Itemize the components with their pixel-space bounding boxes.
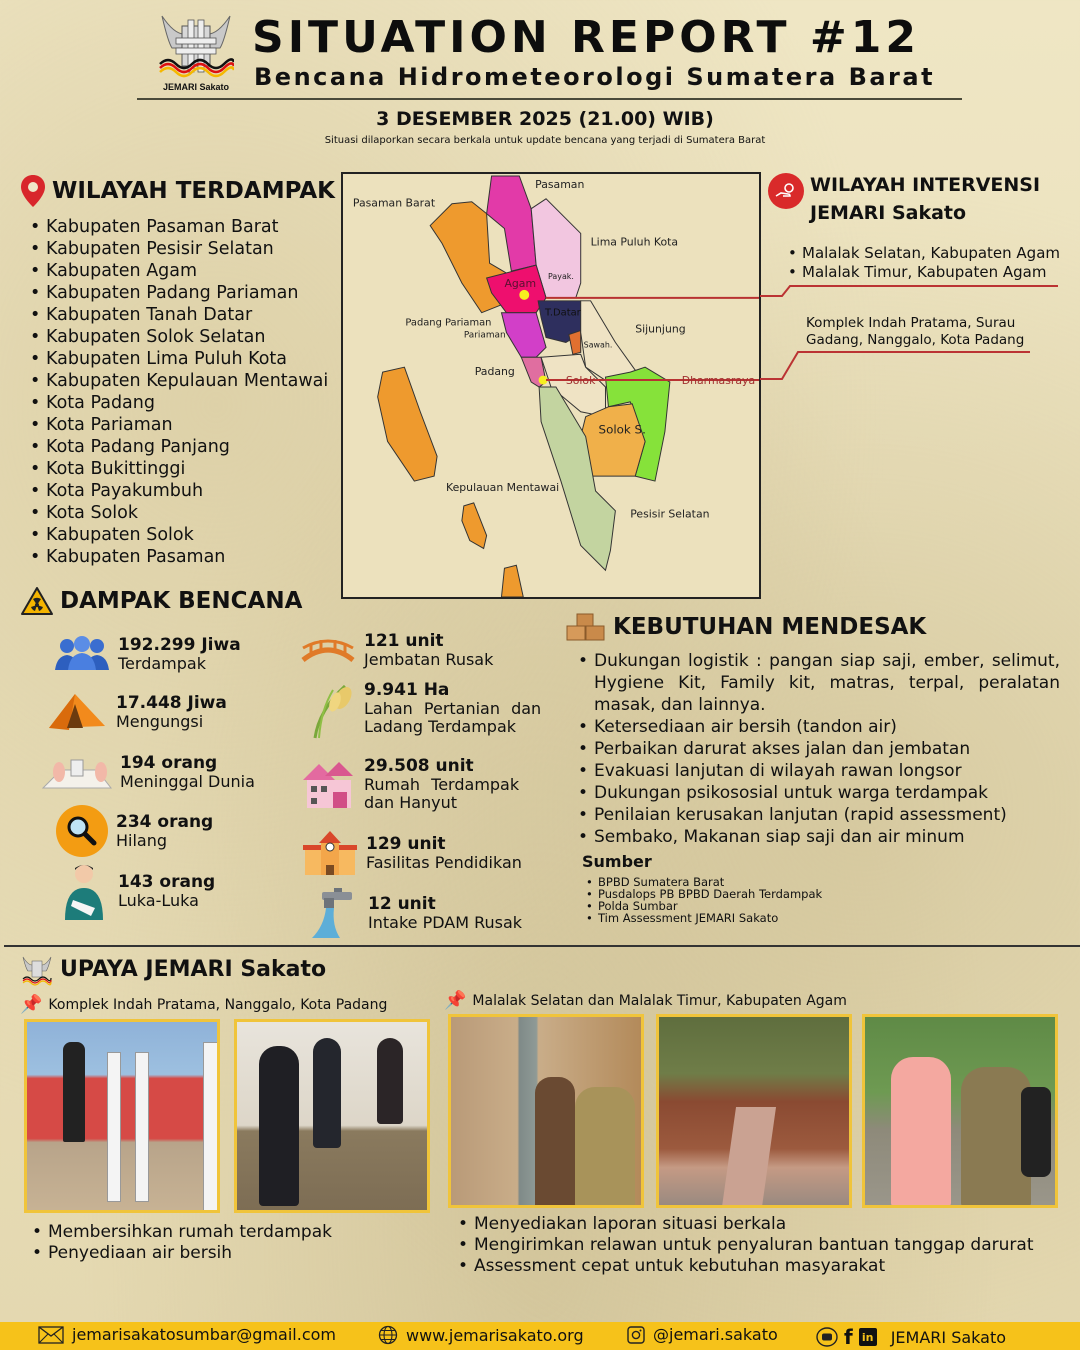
list-item: • Kota Bukittinggi <box>24 458 328 480</box>
list-item: • Kabupaten Solok <box>24 524 328 546</box>
stat-value: 129 unit <box>366 834 446 854</box>
svg-text:Padang: Padang <box>474 365 515 379</box>
svg-text:Padang Pariaman: Padang Pariaman <box>405 317 492 329</box>
list-item: • Kabupaten Padang Pariaman <box>24 282 328 304</box>
list-item: • Assessment cepat untuk kebutuhan masyarakat <box>452 1256 1033 1277</box>
kebutuhan-mendesak-title: KEBUTUHAN MENDESAK <box>613 614 927 640</box>
stat-label: Mengungsi <box>116 712 204 731</box>
list-item: • Kota Pariaman <box>24 414 328 436</box>
list-item: • Menyediakan laporan situasi berkala <box>452 1214 1033 1235</box>
dampak-bencana-heading <box>20 586 302 616</box>
stat-label: Fasilitas Pendidikan <box>366 853 522 872</box>
stat-label-line1: Rumah Terdampak <box>364 775 520 794</box>
stat-value: 29.508 unit <box>364 756 474 776</box>
list-item: • Kabupaten Pasaman Barat <box>24 216 328 238</box>
svg-text:T.Datar: T.Datar <box>545 307 581 319</box>
list-item: • Penyediaan air bersih <box>26 1243 332 1264</box>
padang-location-line1: Komplek Indah Pratama, Surau <box>806 315 1016 331</box>
jemari-sakato-logo <box>158 12 234 92</box>
pushpin-icon: 📌 <box>444 990 467 1011</box>
list-item: • Perbaikan darurat akses jalan dan jembatan <box>572 738 1060 760</box>
stat-value: 121 unit <box>364 631 444 651</box>
list-item: • Ketersediaan air bersih (tandon air) <box>572 716 1060 738</box>
stat-value: 234 orang <box>116 812 214 832</box>
rice-plant-icon <box>302 680 358 740</box>
urgent-needs-list <box>572 650 1060 848</box>
sources-list <box>584 876 822 924</box>
svg-text:Kepulauan Mentawai: Kepulauan Mentawai <box>446 480 560 494</box>
helping-hand-icon <box>768 173 804 209</box>
west-sumatra-map <box>341 172 761 599</box>
jemari-sakato-small-logo <box>22 955 52 987</box>
list-item: • BPBD Sumatera Barat <box>584 876 822 888</box>
svg-text:Solok: Solok <box>565 374 596 388</box>
stat-rumah <box>298 756 519 812</box>
footer-contact-bar <box>0 1322 1080 1350</box>
deceased-icon <box>40 750 114 794</box>
stat-lahan <box>302 680 554 740</box>
list-item: • Kota Solok <box>24 502 328 524</box>
footer-instagram[interactable] <box>627 1325 778 1344</box>
social-account-name[interactable]: JEMARI Sakato <box>890 1327 1007 1347</box>
website-link[interactable]: www.jemarisakato.org <box>406 1325 584 1345</box>
list-item: • Kota Padang <box>24 392 328 414</box>
stat-mengungsi <box>44 690 227 734</box>
list-item: • Evakuasi lanjutan di wilayah rawan longsor <box>572 760 1060 782</box>
email-link[interactable]: jemarisakatosumbar@gmail.com <box>72 1325 336 1344</box>
stat-pendidikan <box>300 828 522 878</box>
injured-person-icon <box>56 862 112 920</box>
list-item: • Kabupaten Pesisir Selatan <box>24 238 328 260</box>
linkedin-icon[interactable]: in <box>859 1328 877 1346</box>
stat-meninggal <box>40 750 255 794</box>
tent-icon <box>44 690 110 734</box>
svg-text:Payak.: Payak. <box>548 272 574 282</box>
stat-value: 194 orang <box>120 753 218 773</box>
stat-label: Hilang <box>116 831 168 850</box>
list-item: • Polda Sumbar <box>584 900 822 912</box>
aid-distribution-photo <box>448 1014 644 1208</box>
stat-label: Luka-Luka <box>118 891 199 910</box>
stat-label-line1: Lahan Pertanian dan <box>364 699 542 718</box>
location-label: Komplek Indah Pratama, Nanggalo, Kota Padang <box>48 996 388 1013</box>
stat-luka <box>56 862 215 920</box>
list-item: • Pusdalops PB BPBD Daerah Terdampak <box>584 888 822 900</box>
list-item: • Kabupaten Lima Puluh Kota <box>24 348 328 370</box>
stat-value: 9.941 Ha <box>364 680 450 700</box>
stat-label: Meninggal Dunia <box>120 772 255 791</box>
landslide-road-photo <box>656 1014 852 1208</box>
list-item: • Kota Padang Panjang <box>24 436 328 458</box>
svg-text:Dharmasraya: Dharmasraya <box>681 374 756 388</box>
stat-value: 143 orang <box>118 872 216 892</box>
affected-regions-list <box>24 216 328 568</box>
stat-label: Jembatan Rusak <box>364 650 494 669</box>
svg-text:Pesisir Selatan: Pesisir Selatan <box>630 507 710 521</box>
stat-terdampak <box>52 632 241 676</box>
stat-pdam <box>302 886 522 940</box>
stat-label-line2: dan Hanyut <box>364 793 458 812</box>
dampak-bencana-title: DAMPAK BENCANA <box>60 588 303 614</box>
list-item: • Malalak Selatan, Kabupaten Agam <box>782 244 1060 263</box>
list-item: • Kabupaten Agam <box>24 260 328 282</box>
stat-label: Terdampak <box>118 654 206 673</box>
list-item: • Kabupaten Kepulauan Mentawai <box>24 370 328 392</box>
svg-text:Agam: Agam <box>504 276 537 290</box>
list-item: • Kabupaten Pasaman <box>24 546 328 568</box>
footer-website[interactable] <box>378 1325 584 1345</box>
people-icon <box>52 632 112 676</box>
list-item: • Kabupaten Tanah Datar <box>24 304 328 326</box>
svg-text:Pasaman Barat: Pasaman Barat <box>352 196 436 210</box>
wilayah-intervensi-title: WILAYAH INTERVENSI <box>810 174 1041 196</box>
footer-email[interactable] <box>38 1325 336 1344</box>
stat-label-line2: Ladang Terdampak <box>364 717 517 736</box>
house-icon <box>298 756 358 812</box>
sources-heading: Sumber <box>582 852 652 871</box>
instagram-handle[interactable]: @jemari.sakato <box>653 1325 778 1344</box>
water-filter-setup-photo <box>24 1019 220 1213</box>
svg-text:Pariaman: Pariaman <box>463 330 506 341</box>
location-agam <box>444 990 847 1011</box>
magnifier-icon <box>54 804 110 858</box>
field-assessment-photo <box>862 1014 1058 1208</box>
section-divider <box>4 945 1080 947</box>
list-item: • Kabupaten Solok Selatan <box>24 326 328 348</box>
footer-social[interactable] <box>816 1325 1006 1349</box>
list-item: • Membersihkan rumah terdampak <box>26 1222 332 1243</box>
report-description: Situasi dilaporkan secara berkala untuk update bencana yang terjadi di Sumatera Barat <box>324 135 766 146</box>
padang-location-line2: Gadang, Nanggalo, Kota Padang <box>806 332 1025 348</box>
boxes-icon <box>565 612 607 642</box>
stat-label: Intake PDAM Rusak <box>368 913 523 932</box>
intervention-agam-list <box>782 244 1060 282</box>
stat-value: 17.448 Jiwa <box>116 693 227 713</box>
location-padang <box>20 994 387 1015</box>
svg-text:Solok S.: Solok S. <box>598 422 646 437</box>
report-date: 3 DESEMBER 2025 (21.00) WIB) <box>376 108 714 130</box>
report-subtitle: Bencana Hidrometeorologi Sumatera Barat <box>254 63 936 91</box>
report-title: SITUATION REPORT #12 <box>252 12 920 63</box>
svg-text:Sijunjung: Sijunjung <box>635 322 686 336</box>
wilayah-terdampak-title: WILAYAH TERDAMPAK <box>52 178 335 204</box>
stat-jembatan <box>298 628 493 672</box>
pushpin-icon: 📌 <box>20 994 43 1015</box>
svg-text:Lima Puluh Kota: Lima Puluh Kota <box>590 235 679 249</box>
stat-value: 192.299 Jiwa <box>118 635 241 655</box>
list-item: • Tim Assessment JEMARI Sakato <box>584 912 822 924</box>
stat-value: 12 unit <box>368 894 436 914</box>
youtube-icon[interactable] <box>816 1327 838 1347</box>
location-label: Malalak Selatan dan Malalak Timur, Kabupaten Agam <box>472 992 847 1009</box>
svg-text:Sawah.: Sawah. <box>583 340 613 350</box>
school-icon <box>300 828 360 878</box>
list-item: • Malalak Timur, Kabupaten Agam <box>782 263 1060 282</box>
list-item: • Kota Payakumbuh <box>24 480 328 502</box>
kebutuhan-mendesak-heading <box>565 612 926 642</box>
logo-caption: JEMARI Sakato <box>162 82 230 92</box>
instagram-icon <box>627 1326 645 1344</box>
upaya-padang-activities <box>26 1222 332 1264</box>
list-item: • Penilaian kerusakan lanjutan (rapid assessment) <box>572 804 1060 826</box>
upaya-agam-activities <box>452 1214 1033 1277</box>
house-cleaning-photo <box>234 1019 430 1213</box>
upaya-heading: UPAYA JEMARI Sakato <box>60 957 327 982</box>
water-tap-icon <box>302 886 362 940</box>
envelope-icon <box>38 1326 64 1344</box>
globe-icon <box>378 1325 398 1345</box>
intervention-padang-location <box>806 315 1024 349</box>
list-item: • Sembako, Makanan siap saji dan air minum <box>572 826 1060 848</box>
marker-agam <box>519 290 529 300</box>
rumah-gadang-logo-icon <box>158 12 234 80</box>
svg-text:Pasaman: Pasaman <box>535 177 585 191</box>
list-item: • Mengirimkan relawan untuk penyaluran bantuan tanggap darurat <box>452 1235 1033 1256</box>
list-item: • Dukungan psikososial untuk warga terdampak <box>572 782 1060 804</box>
list-item: • Dukungan logistik : pangan siap saji, ember, selimut, Hygiene Kit, Family kit, matras, terpal, peralatan masak, dan lainnya. <box>572 650 1060 716</box>
stat-hilang <box>54 804 213 858</box>
header-divider <box>137 98 962 100</box>
wilayah-intervensi-org: JEMARI Sakato <box>810 202 967 224</box>
bridge-icon <box>298 628 358 672</box>
hazard-warning-icon <box>20 586 54 616</box>
location-pin-icon <box>20 174 46 208</box>
wilayah-terdampak-heading <box>20 174 335 208</box>
facebook-icon[interactable]: f <box>844 1325 853 1349</box>
